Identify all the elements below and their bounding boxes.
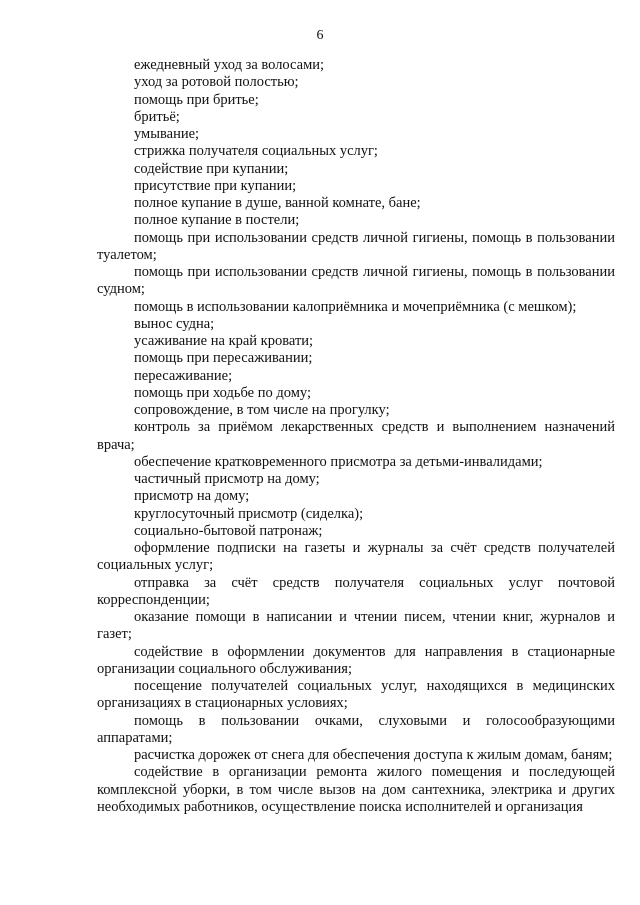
list-item: стрижка получателя социальных услуг; bbox=[134, 143, 378, 160]
list-item: содействие в организации ремонта жилого помещения и последующей комплексной уборки, в том числе вызов на дом сантехника, электрика и других необходимых работников, осуществление поиска исполнителей и организация bbox=[97, 764, 615, 815]
list-item: расчистка дорожек от снега для обеспечения доступа к жилым домам, баням; bbox=[134, 747, 613, 763]
list-item: вынос судна; bbox=[134, 315, 215, 332]
list-item: бритьё; bbox=[134, 108, 180, 125]
list-item: полное купание в душе, ванной комнате, бане; bbox=[134, 195, 421, 211]
list-item: сопровождение, в том числе на прогулку; bbox=[134, 402, 390, 418]
list-item: круглосуточный присмотр (сиделка); bbox=[134, 505, 364, 522]
list-item: присмотр на дому; bbox=[134, 488, 250, 505]
list-item: ежедневный уход за волосами; bbox=[134, 57, 325, 73]
list-item: помощь при пересаживании; bbox=[134, 350, 313, 367]
list-item: полное купание в постели; bbox=[134, 212, 300, 229]
list-item: умывание; bbox=[134, 126, 200, 142]
list-item: обеспечение кратковременного присмотра за детьми-инвалидами; bbox=[134, 453, 543, 470]
list-item: усаживание на край кровати; bbox=[134, 333, 314, 349]
list-item: контроль за приёмом лекарственных средств и выполнением назначений врача; bbox=[97, 419, 615, 453]
list-item: отправка за счёт средств получателя социальных услуг почтовой корреспонденции; bbox=[97, 574, 615, 608]
list-item: помощь при ходьбе по дому; bbox=[134, 384, 311, 401]
list-item: социально-бытовой патронаж; bbox=[134, 522, 323, 539]
list-item: содействие при купании; bbox=[134, 160, 289, 177]
list-item: уход за ротовой полостью; bbox=[134, 74, 299, 91]
list-item: посещение получателей социальных услуг, находящихся в медицинских организациях в стационарных условиях; bbox=[97, 678, 615, 712]
list-item: оказание помощи в написании и чтении писем, чтении книг, журналов и газет; bbox=[97, 609, 615, 643]
list-item: помощь в пользовании очками, слуховыми и голосообразующими аппаратами; bbox=[97, 712, 615, 746]
list-item: помощь в использовании калоприёмника и мочеприёмника (с мешком); bbox=[134, 298, 577, 315]
list-item: содействие в оформлении документов для направления в стационарные организации социального обслуживания; bbox=[97, 643, 615, 677]
list-item: помощь при использовании средств личной гигиены, помощь в пользовании туалетом; bbox=[97, 229, 615, 263]
list-item: оформление подписки на газеты и журналы за счёт средств получателей социальных услуг; bbox=[97, 540, 615, 574]
list-item: пересаживание; bbox=[134, 367, 233, 384]
list-item: помощь при использовании средств личной гигиены, помощь в пользовании судном; bbox=[97, 264, 615, 298]
services-list bbox=[97, 57, 615, 816]
page-number: 6 bbox=[316, 28, 324, 43]
list-item: присутствие при купании; bbox=[134, 177, 297, 194]
list-item: помощь при бритье; bbox=[134, 91, 259, 108]
list-item: частичный присмотр на дому; bbox=[134, 471, 320, 487]
